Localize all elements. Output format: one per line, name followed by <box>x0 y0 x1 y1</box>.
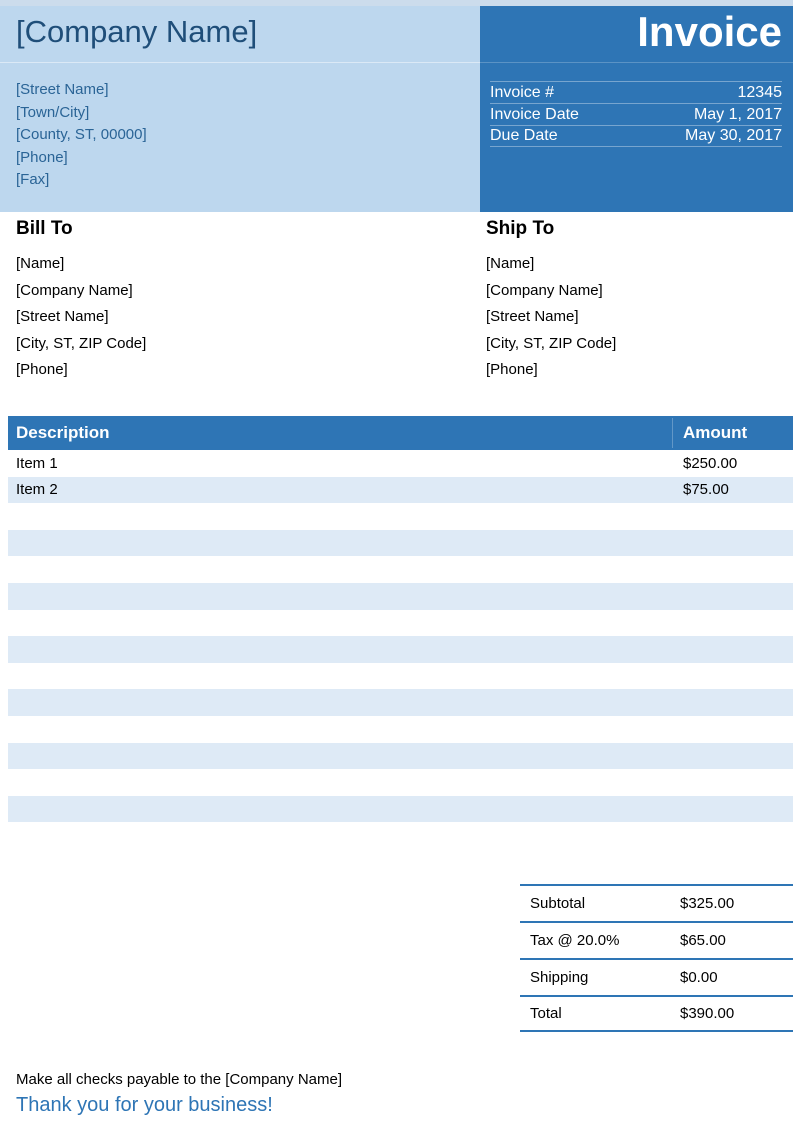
table-row[interactable] <box>8 477 793 504</box>
bill-to-city-placeholder[interactable]: [City, ST, ZIP Code] <box>16 334 147 352</box>
line-items-table <box>8 416 793 822</box>
table-row-empty[interactable] <box>8 689 793 716</box>
table-row-empty[interactable] <box>8 583 793 610</box>
table-row-empty[interactable] <box>8 743 793 770</box>
table-row-empty[interactable] <box>8 769 793 796</box>
table-row-empty[interactable] <box>8 636 793 663</box>
company-fax-placeholder[interactable]: [Fax] <box>16 171 50 189</box>
ship-to-city-placeholder[interactable]: [City, ST, ZIP Code] <box>486 334 617 352</box>
invoice-date-row <box>490 103 782 125</box>
item-amount-cell[interactable]: $250.00 <box>683 454 738 472</box>
total-label: Total <box>530 1005 562 1022</box>
total-value: $390.00 <box>680 1005 735 1022</box>
line-items-header-row <box>8 416 793 450</box>
ship-to-lines <box>486 251 616 384</box>
invoice-title: Invoice <box>637 8 782 55</box>
shipping-label: Shipping <box>530 969 589 986</box>
ship-to-phone-placeholder[interactable]: [Phone] <box>486 361 538 379</box>
amount-column-header: Amount <box>683 423 748 442</box>
subtotal-value: $325.00 <box>680 895 735 912</box>
invoice-number-row <box>490 81 782 103</box>
item-description-cell[interactable]: Item 1 <box>16 454 58 472</box>
item-amount-cell[interactable]: $75.00 <box>683 481 729 499</box>
ship-to-heading: Ship To <box>486 218 555 239</box>
thank-you-message: Thank you for your business! <box>16 1094 273 1116</box>
line-items-body <box>8 450 793 822</box>
invoice-panel <box>480 6 793 212</box>
invoice-meta-table <box>490 81 782 147</box>
table-row-empty[interactable] <box>8 556 793 583</box>
subtotal-row <box>520 884 793 921</box>
due-date-label: Due Date <box>490 127 558 144</box>
table-row-empty[interactable] <box>8 610 793 637</box>
tax-label: Tax @ 20.0% <box>530 932 620 949</box>
ship-to-company-placeholder[interactable]: [Company Name] <box>486 281 603 299</box>
total-row <box>520 995 793 1032</box>
company-county-placeholder[interactable]: [County, ST, 00000] <box>16 126 147 144</box>
bill-to-company-placeholder[interactable]: [Company Name] <box>16 281 133 299</box>
subtotal-label: Subtotal <box>530 895 586 912</box>
company-phone-placeholder[interactable]: [Phone] <box>16 148 68 166</box>
table-row[interactable] <box>8 450 793 477</box>
company-town-placeholder[interactable]: [Town/City] <box>16 103 90 121</box>
item-description-cell[interactable]: Item 2 <box>16 481 58 499</box>
shipping-row <box>520 958 793 995</box>
company-address-block <box>16 79 147 192</box>
bill-to-phone-placeholder[interactable]: [Phone] <box>16 361 68 379</box>
table-row-empty[interactable] <box>8 503 793 530</box>
company-panel <box>0 6 480 212</box>
table-row-empty[interactable] <box>8 716 793 743</box>
description-column-header: Description <box>16 423 110 442</box>
invoice-date-value[interactable]: May 1, 2017 <box>693 105 782 123</box>
ship-to-street-placeholder[interactable]: [Street Name] <box>486 308 579 326</box>
table-row-empty[interactable] <box>8 796 793 823</box>
tax-value: $65.00 <box>680 932 726 949</box>
bill-to-section <box>16 218 146 384</box>
table-row-empty[interactable] <box>8 663 793 690</box>
bill-to-heading: Bill To <box>16 218 73 239</box>
due-date-row <box>490 125 782 147</box>
invoice-panel-divider <box>480 62 793 63</box>
checks-payable-note: Make all checks payable to the [Company Name] <box>16 1071 342 1088</box>
due-date-value[interactable]: May 30, 2017 <box>685 127 782 144</box>
ship-to-name-placeholder[interactable]: [Name] <box>486 255 535 272</box>
ship-to-section <box>486 218 616 384</box>
bill-to-lines <box>16 251 146 384</box>
shipping-value[interactable]: $0.00 <box>680 969 718 986</box>
tax-row <box>520 921 793 958</box>
company-street-placeholder[interactable]: [Street Name] <box>16 81 109 98</box>
invoice-number-label: Invoice # <box>490 83 555 101</box>
company-panel-divider <box>0 62 480 63</box>
bill-to-street-placeholder[interactable]: [Street Name] <box>16 308 109 326</box>
invoice-number-value[interactable]: 12345 <box>737 83 782 101</box>
table-row-empty[interactable] <box>8 530 793 557</box>
bill-to-name-placeholder[interactable]: [Name] <box>16 255 65 272</box>
company-name-placeholder[interactable]: [Company Name] <box>16 14 258 49</box>
invoice-date-label: Invoice Date <box>490 105 579 123</box>
totals-table <box>520 884 793 1032</box>
